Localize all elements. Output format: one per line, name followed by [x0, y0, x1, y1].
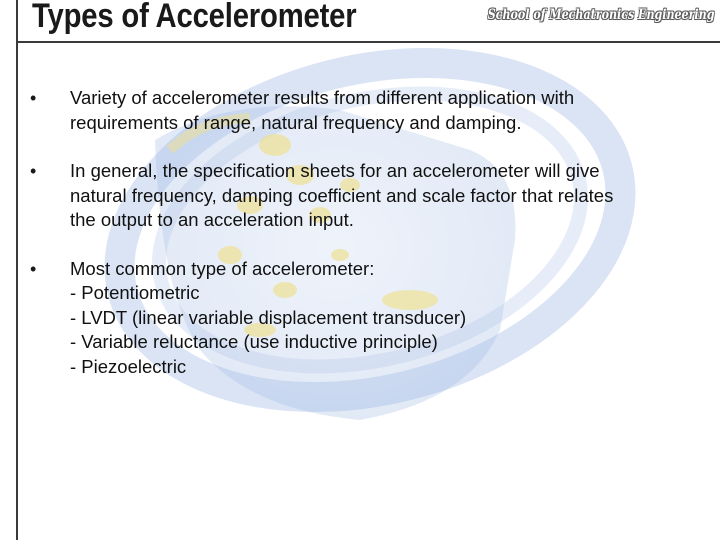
- bullet-text: [70, 86, 690, 135]
- bullet-text: [70, 257, 690, 380]
- bullet-subitem-lvdt: - LVDT (linear variable displacement transducer): [70, 306, 467, 328]
- bullet-line: natural frequency, damping coefficient and scale factor that relates: [70, 184, 614, 206]
- bullet-text: [70, 159, 690, 233]
- bullet-list: [30, 86, 690, 403]
- slide-title: Types of Accelerometer: [32, 0, 357, 35]
- bullet-line: requirements of range, natural frequency and damping.: [70, 111, 522, 133]
- title-underline-rule: [16, 41, 720, 43]
- bullet-subitem-piezoelectric: - Piezoelectric: [70, 355, 187, 377]
- bullet-line: the output to an acceleration input.: [70, 209, 354, 230]
- bullet-subitem-variable-reluctance: - Variable reluctance (use inductive principle): [70, 331, 438, 352]
- bullet-marker: •: [30, 161, 37, 181]
- bullet-marker: •: [30, 258, 37, 279]
- bullet-marker: •: [30, 88, 37, 108]
- bullet-subitem-potentiometric: - Potentiometric: [70, 282, 200, 303]
- bullet-item: [30, 159, 690, 233]
- bullet-line: Most common type of accelerometer:: [70, 257, 375, 279]
- bullet-item: [30, 257, 690, 380]
- school-name-logo-text: School of Mechatronics Engineering: [487, 7, 714, 23]
- bullet-line: Variety of accelerometer results from different application with: [70, 87, 575, 108]
- bullet-line: In general, the specification sheets for an accelerometer will give: [70, 160, 600, 181]
- bullet-item: [30, 86, 690, 135]
- left-vertical-rule: [16, 0, 18, 540]
